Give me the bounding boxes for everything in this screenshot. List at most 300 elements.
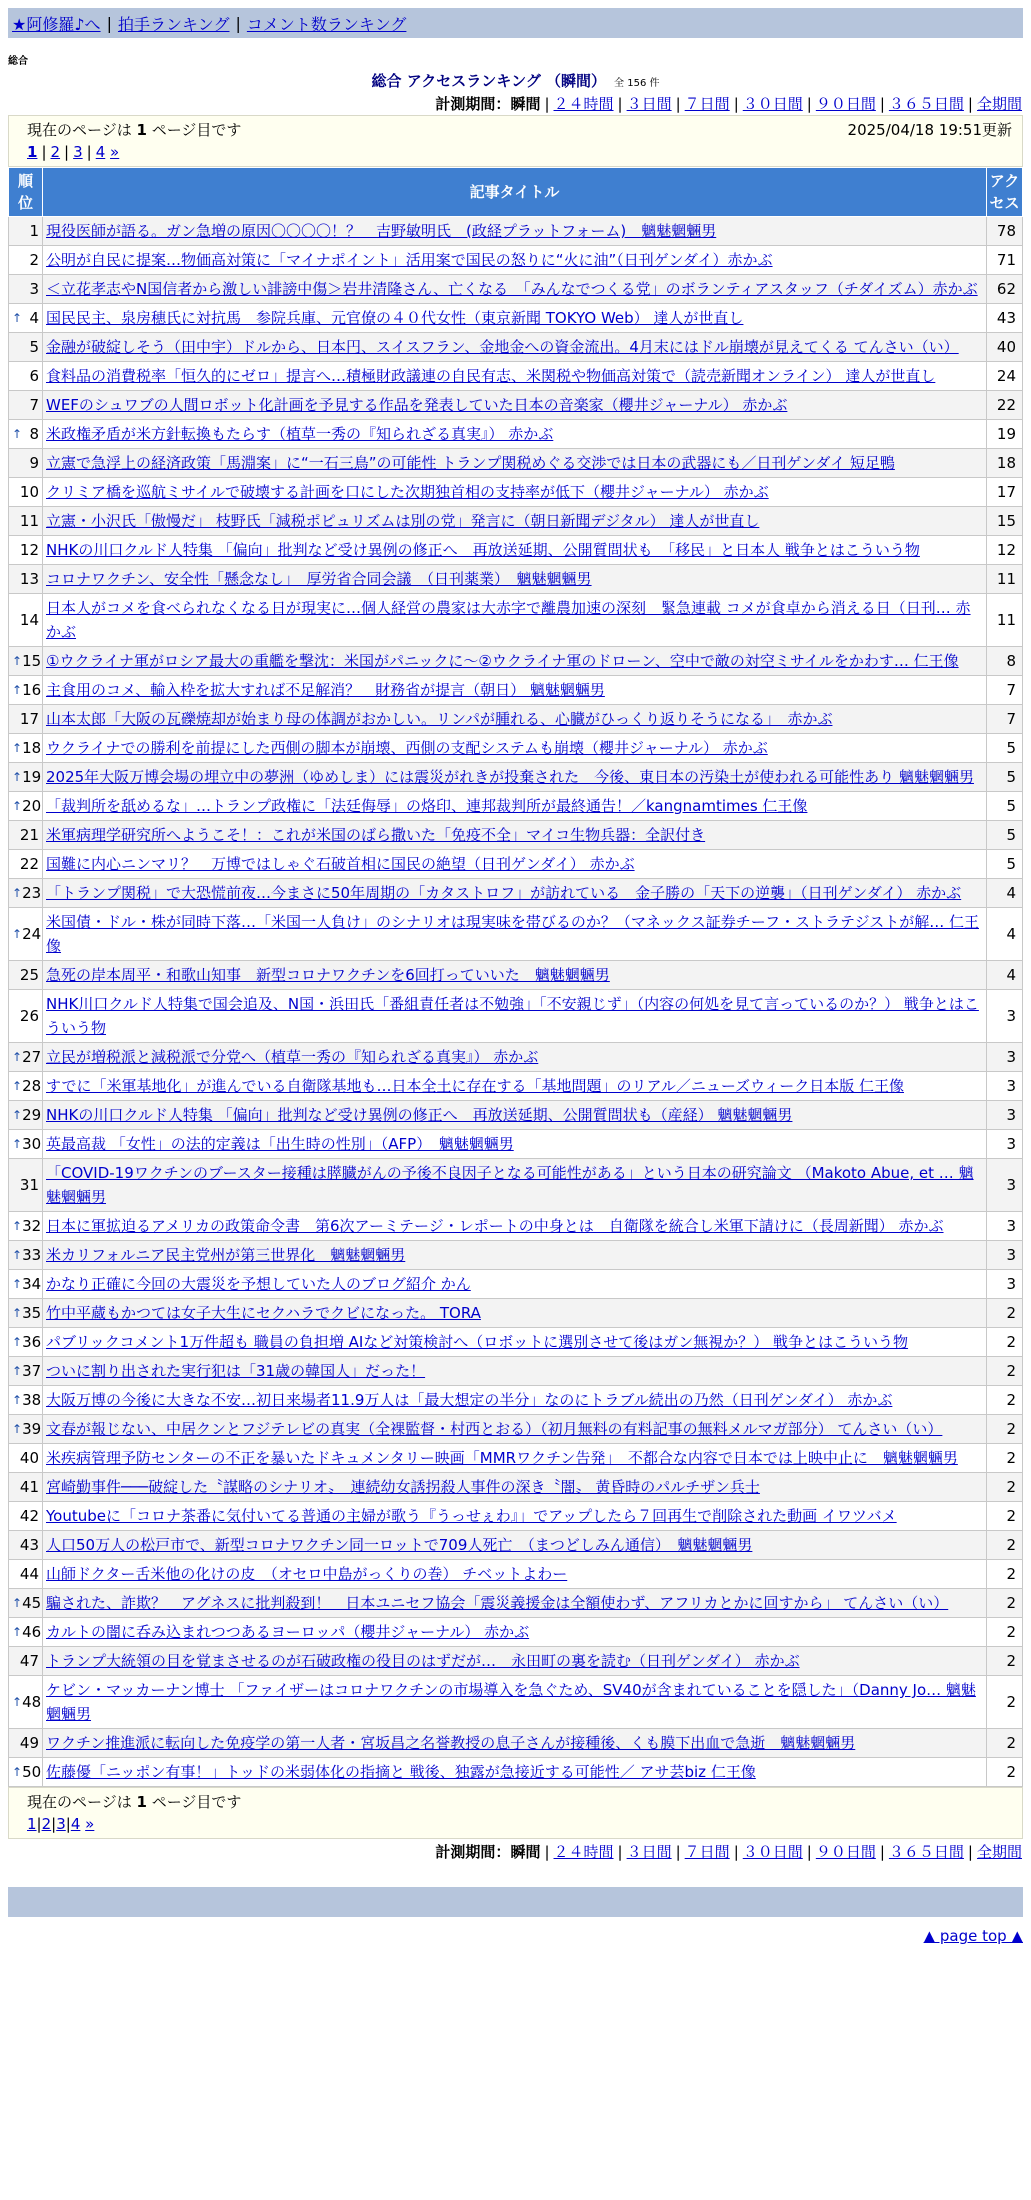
- title-cell: [43, 1502, 987, 1531]
- table-row: [9, 1043, 1023, 1072]
- rank-up-icon: ↑: [12, 886, 23, 900]
- title-cell: [43, 507, 987, 536]
- rank-number: 41: [19, 1478, 39, 1496]
- page-link[interactable]: 1: [27, 143, 38, 161]
- table-row: [9, 1212, 1023, 1241]
- rank-number: 43: [19, 1536, 39, 1554]
- access-count: 17: [987, 478, 1023, 507]
- rank-number: 12: [19, 541, 39, 559]
- access-count: 3: [987, 990, 1023, 1043]
- title-cell: [43, 734, 987, 763]
- article-link[interactable]: 山師ドクター舌米他の化けの皮 （オセロ中島がっくりの巻） チベットよわー: [46, 1565, 568, 1583]
- table-row: [9, 1444, 1023, 1473]
- table-row: [9, 705, 1023, 734]
- article-link[interactable]: トランプ大統領の目を覚まさせるのが石破政権の役目のはずだが… 永田町の裏を読む（日刊ゲンダイ） 赤かぶ: [46, 1652, 800, 1670]
- rank-up-icon: ↑: [12, 1108, 23, 1122]
- period-current: 瞬間: [510, 95, 541, 113]
- title-cell: [43, 1101, 987, 1130]
- rank-number: 24: [22, 925, 42, 943]
- rank-cell: [9, 1589, 43, 1618]
- table-row: [9, 420, 1023, 449]
- article-link[interactable]: ワクチン推進派に転向した免疫学の第一人者・宮坂昌之名誉教授の息子さんが接種後、くも膜下出血で急逝 魑魅魍魎男: [46, 1734, 856, 1752]
- rank-number: 25: [19, 966, 39, 984]
- total-count: 全 156 件: [614, 78, 660, 89]
- table-row: [9, 908, 1023, 961]
- title-cell: [43, 1212, 987, 1241]
- article-link[interactable]: ついに割り出された実行犯は「31歳の韓国人」だった！: [46, 1362, 426, 1380]
- table-row: [9, 333, 1023, 362]
- page-link[interactable]: 3: [73, 143, 83, 161]
- period-separator: |: [879, 1843, 885, 1861]
- access-count: 78: [987, 217, 1023, 246]
- rank-cell: [9, 1043, 43, 1072]
- period-selector-top: [0, 93, 1022, 115]
- rank-number: 20: [22, 797, 42, 815]
- article-link[interactable]: ＜立花孝志やN国信者から激しい誹謗中傷＞岩井清隆さん、亡くなる 「みんなでつくる党」のボランティアスタッフ（チダイズム）赤かぶ: [46, 280, 978, 298]
- article-link[interactable]: 佐藤優「ニッポン有事！」トッドの米弱体化の指摘と 戦後、独露が急接近する可能性／ アサ芸biz 仁王像: [46, 1763, 756, 1781]
- rank-cell: [9, 1328, 43, 1357]
- access-count: 15: [987, 507, 1023, 536]
- rank-up-icon: ↑: [12, 741, 23, 755]
- title-cell: [43, 565, 987, 594]
- article-link[interactable]: パブリックコメント1万件超も 職員の負担増 AIなど対策検討へ（ロボットに選別させて後はガン無視か？） 戦争とはこういう物: [46, 1333, 909, 1351]
- article-link[interactable]: NHKの川口クルド人特集 「偏向」批判など受け異例の修正へ 再放送延期、公開質問状も（産経） 魑魅魍魎男: [46, 1106, 793, 1124]
- access-count: 43: [987, 304, 1023, 333]
- page-link[interactable]: »: [110, 143, 120, 161]
- rank-up-icon: ↑: [12, 1219, 23, 1233]
- access-count: 12: [987, 536, 1023, 565]
- rank-cell: [9, 246, 43, 275]
- rank-cell: [9, 1473, 43, 1502]
- rank-cell: [9, 1444, 43, 1473]
- rank-number: 29: [22, 1106, 42, 1124]
- rank-cell: [9, 1502, 43, 1531]
- period-link[interactable]: ３０日間: [742, 1843, 803, 1861]
- article-link[interactable]: クリミア橋を巡航ミサイルで破壊する計画を口にした次期独首相の支持率が低下（櫻井ジャーナル） 赤かぶ: [46, 483, 769, 501]
- period-link[interactable]: ２４時間: [553, 1843, 614, 1861]
- title-cell: [43, 362, 987, 391]
- period-link[interactable]: ９０日間: [815, 1843, 876, 1861]
- rank-cell: [9, 1676, 43, 1729]
- article-link[interactable]: 食料品の消費税率「恒久的にゼロ」提言へ…積極財政議連の自民有志、米関税や物価高対策で（読売新聞オンライン） 達人が世直し: [46, 367, 936, 385]
- rank-number: 42: [19, 1507, 39, 1525]
- rank-number: 5: [29, 338, 39, 356]
- period-separator: |: [733, 95, 739, 113]
- article-link[interactable]: 立憲で急浮上の経済政策「馬淵案」に“一石三鳥”の可能性 トランプ関税めぐる交渉では日本の武器にも／日刊ゲンダイ 短足鴨: [46, 454, 895, 472]
- rank-up-icon: ↑: [12, 799, 23, 813]
- article-link[interactable]: すでに「米軍基地化」が進んでいる自衛隊基地も…日本全土に存在する「基地問題」のリアル／ニューズウィーク日本版 仁王像: [46, 1077, 904, 1095]
- rank-cell: [9, 821, 43, 850]
- page-link[interactable]: 1: [27, 1815, 37, 1833]
- period-link[interactable]: ２４時間: [553, 95, 614, 113]
- access-count: 2: [987, 1386, 1023, 1415]
- access-count: 62: [987, 275, 1023, 304]
- title-cell: [43, 1328, 987, 1357]
- rank-number: 36: [22, 1333, 42, 1351]
- page-link[interactable]: 4: [95, 143, 106, 161]
- access-count: 2: [987, 1729, 1023, 1758]
- article-link[interactable]: ケビン・マッカーナン博士 「ファイザーはコロナワクチンの市場導入を急ぐため、SV40が含まれていることを隠した」（Danny Jo… 魑魅魍魎男: [46, 1681, 976, 1723]
- rank-up-icon: ↑: [12, 1393, 23, 1407]
- period-selector-bottom: [0, 1841, 1022, 1863]
- title-cell: [43, 908, 987, 961]
- pager-top: [8, 115, 1023, 167]
- article-link[interactable]: ウクライナでの勝利を前提にした西側の脚本が崩壊、西側の支配システムも崩壊（櫻井ジャーナル） 赤かぶ: [46, 739, 768, 757]
- current-page-text: 現在のページは 1 ページ目です: [27, 1793, 242, 1811]
- access-count: 5: [987, 850, 1023, 879]
- rank-up-icon: ↑: [12, 1364, 23, 1378]
- article-link[interactable]: コロナワクチン、安全性「懸念なし」 厚労省合同会議 （日刊薬業） 魑魅魍魎男: [46, 570, 592, 588]
- rank-cell: [9, 565, 43, 594]
- rank-number: 16: [22, 681, 42, 699]
- article-link[interactable]: 米疾病管理予防センターの不正を暴いたドキュメンタリー映画「MMRワクチン告発」 不都合な内容で日本では上映中止に 魑魅魍魎男: [46, 1449, 958, 1467]
- access-count: 2: [987, 1444, 1023, 1473]
- rank-number: 19: [22, 768, 42, 786]
- title-cell: [43, 1729, 987, 1758]
- table-row: [9, 217, 1023, 246]
- access-count: 4: [987, 908, 1023, 961]
- rank-number: 47: [19, 1652, 39, 1670]
- table-row: [9, 246, 1023, 275]
- rank-cell: [9, 1072, 43, 1101]
- article-link[interactable]: 公明が自民に提案…物価高対策に「マイナポイント」活用案で国民の怒りに“火に油”（日刊ゲンダイ）赤かぶ: [46, 251, 773, 269]
- rank-number: 4: [29, 309, 39, 327]
- home-link[interactable]: ★阿修羅♪へ: [12, 14, 101, 34]
- article-link[interactable]: 急死の岸本周平・和歌山知事 新型コロナワクチンを6回打っていいた 魑魅魍魎男: [46, 966, 610, 984]
- article-link[interactable]: NHKの川口クルド人特集 「偏向」批判など受け異例の修正へ 再放送延期、公開質問状も 「移民」と日本人 戦争とはこういう物: [46, 541, 920, 559]
- rank-cell: [9, 990, 43, 1043]
- period-link[interactable]: ３６５日間: [888, 95, 964, 113]
- table-row: [9, 1473, 1023, 1502]
- rank-number: 3: [29, 280, 39, 298]
- table-row: [9, 1299, 1023, 1328]
- rank-cell: [9, 420, 43, 449]
- period-link[interactable]: ７日間: [684, 95, 730, 113]
- rank-up-icon: ↑: [12, 1137, 23, 1151]
- access-count: 2: [987, 1758, 1023, 1787]
- rank-cell: [9, 217, 43, 246]
- period-link[interactable]: ３０日間: [742, 95, 803, 113]
- rank-number: 10: [19, 483, 39, 501]
- table-row: [9, 275, 1023, 304]
- title-cell: [43, 1130, 987, 1159]
- access-count: 3: [987, 1043, 1023, 1072]
- rank-number: 22: [19, 855, 39, 873]
- access-count: 2: [987, 1357, 1023, 1386]
- access-count: 2: [987, 1502, 1023, 1531]
- title-cell: [43, 246, 987, 275]
- rank-cell: [9, 1618, 43, 1647]
- article-link[interactable]: 大阪万博の今後に大きな不安…初日来場者11.9万人は「最大想定の半分」なのにトラブル続出の乃然（日刊ゲンダイ） 赤かぶ: [46, 1391, 893, 1409]
- access-count: 11: [987, 565, 1023, 594]
- access-count: 2: [987, 1299, 1023, 1328]
- period-link[interactable]: ３６５日間: [888, 1843, 964, 1861]
- rank-cell: [9, 1212, 43, 1241]
- title-cell: [43, 478, 987, 507]
- title-cell: [43, 1676, 987, 1729]
- updated-timestamp: 2025/04/18 19:51更新: [847, 121, 1012, 139]
- rank-cell: [9, 1357, 43, 1386]
- period-separator: |: [806, 95, 812, 113]
- article-link[interactable]: かなり正確に今回の大震災を予想していた人のブログ紹介 かん: [46, 1275, 471, 1293]
- article-link[interactable]: 国民民主、泉房穂氏に対抗馬 参院兵庫、元官僚の４０代女性（東京新聞 TOKYO Web） 達人が世直し: [46, 309, 744, 327]
- access-count: 4: [987, 879, 1023, 908]
- period-link[interactable]: 全期間: [976, 95, 1022, 113]
- access-count: 3: [987, 1101, 1023, 1130]
- page-separator: |: [64, 143, 70, 161]
- rank-number: 38: [22, 1391, 42, 1409]
- article-link[interactable]: 英最高裁 「女性」の法的定義は「出生時の性別」（AFP） 魑魅魍魎男: [46, 1135, 514, 1153]
- title-cell: [43, 879, 987, 908]
- title-cell: [43, 333, 987, 362]
- rank-cell: [9, 1159, 43, 1212]
- table-header-row: [9, 168, 1023, 217]
- rank-cell: [9, 1386, 43, 1415]
- period-separator: |: [675, 1843, 681, 1861]
- access-count: 11: [987, 594, 1023, 647]
- page-link[interactable]: 4: [70, 1815, 81, 1833]
- table-row: [9, 565, 1023, 594]
- title-cell: [43, 1444, 987, 1473]
- article-link[interactable]: 人口50万人の松戸市で、新型コロナワクチン同一ロットで709人死亡 （まつどしみん通信） 魑魅魍魎男: [46, 1536, 753, 1554]
- period-separator: |: [544, 1843, 550, 1861]
- table-row: [9, 1101, 1023, 1130]
- title-cell: [43, 1647, 987, 1676]
- article-link[interactable]: 米軍病理学研究所へようこそ！：これが米国のばら撒いた「免疫不全」マイコ生物兵器：全訳付き: [46, 826, 706, 844]
- page-link[interactable]: 2: [50, 143, 61, 161]
- rank-cell: [9, 362, 43, 391]
- title-cell: [43, 536, 987, 565]
- period-link[interactable]: ７日間: [684, 1843, 730, 1861]
- page-link[interactable]: 3: [56, 1815, 66, 1833]
- title-cell: [43, 304, 987, 333]
- rank-cell: [9, 391, 43, 420]
- table-row: [9, 1386, 1023, 1415]
- rank-up-icon: ↑: [12, 683, 23, 697]
- article-link[interactable]: 米カリフォルニア民主党州が第三世界化 魑魅魍魎男: [46, 1246, 406, 1264]
- rank-number: 1: [29, 222, 39, 240]
- rank-cell: [9, 594, 43, 647]
- period-link[interactable]: 全期間: [976, 1843, 1022, 1861]
- table-row: [9, 304, 1023, 333]
- article-link[interactable]: 米国債・ドル・株が同時下落…「米国一人負け」のシナリオは現実味を帯びるのか？（マネックス証券チーフ・ストラテジストが解… 仁王像: [46, 913, 979, 955]
- table-row: [9, 1758, 1023, 1787]
- rank-cell: [9, 705, 43, 734]
- access-count: 7: [987, 705, 1023, 734]
- rank-number: 40: [19, 1449, 39, 1467]
- rank-cell: [9, 1299, 43, 1328]
- rank-number: 31: [19, 1176, 39, 1194]
- rank-cell: [9, 275, 43, 304]
- article-link[interactable]: 2025年大阪万博会場の埋立中の夢洲（ゆめしま）には震災がれきが投棄された 今後、東日本の汚染土が使われる可能性あり 魑魅魍魎男: [46, 768, 974, 786]
- rank-up-icon: ↑: [12, 1422, 23, 1436]
- article-link[interactable]: ①ウクライナ軍がロシア最大の重艦を撃沈：米国がパニックに～②ウクライナ軍のドローン、空中で敵の対空ミサイルをかわす… 仁王像: [46, 652, 959, 670]
- article-link[interactable]: 主食用のコメ、輸入枠を拡大すれば不足解消？ 財務省が提言（朝日） 魑魅魍魎男: [46, 681, 605, 699]
- access-count: 5: [987, 792, 1023, 821]
- ranking-table: [8, 167, 1023, 1787]
- article-link[interactable]: 「裁判所を舐めるな」…トランプ政権に「法廷侮辱」の烙印、連邦裁判所が最終通告！／kangnamtimes 仁王像: [46, 797, 808, 815]
- article-link[interactable]: 日本人がコメを食べられなくなる日が現実に…個人経営の農家は大赤字で離農加速の深刻 緊急連載 コメが食卓から消える日（日刊… 赤かぶ: [46, 599, 971, 641]
- access-count: 18: [987, 449, 1023, 478]
- rank-up-icon: ↑: [12, 1765, 23, 1779]
- article-link[interactable]: カルトの闇に呑み込まれつつあるヨーロッパ（櫻井ジャーナル） 赤かぶ: [46, 1623, 530, 1641]
- rank-cell: [9, 792, 43, 821]
- title-cell: [43, 420, 987, 449]
- table-row: [9, 1729, 1023, 1758]
- rank-number: 32: [22, 1217, 42, 1235]
- rank-cell: [9, 961, 43, 990]
- article-link[interactable]: 宮崎勤事件───破綻した〝謀略のシナリオ〟 連続幼女誘拐殺人事件の深き〝闇〟 黄昏時のパルチザン兵士: [46, 1478, 760, 1496]
- title-cell: [43, 275, 987, 304]
- top-nav-bar: [8, 8, 1023, 38]
- comment-ranking-link[interactable]: コメント数ランキング: [246, 14, 407, 34]
- period-separator: |: [617, 1843, 623, 1861]
- article-link[interactable]: 山本太郎「大阪の瓦礫焼却が始まり母の体調がおかしい。リンパが腫れる、心臓がひっくり返りそうになる」 赤かぶ: [46, 710, 833, 728]
- title-cell: [43, 792, 987, 821]
- period-link[interactable]: ３日間: [626, 95, 672, 113]
- article-link[interactable]: 米政権矛盾が米方針転換もたらす（植草一秀の『知られざる真実』） 赤かぶ: [46, 425, 554, 443]
- footer-bar: [8, 1887, 1023, 1917]
- rank-cell: [9, 1241, 43, 1270]
- page-link[interactable]: 2: [41, 1815, 52, 1833]
- title-cell: [43, 1473, 987, 1502]
- title-cell: [43, 850, 987, 879]
- access-count: 5: [987, 734, 1023, 763]
- access-count: 71: [987, 246, 1023, 275]
- rank-number: 8: [29, 425, 39, 443]
- rank-up-icon: ↑: [12, 1335, 23, 1349]
- table-row: [9, 1647, 1023, 1676]
- rank-number: 17: [19, 710, 39, 728]
- table-row: [9, 1502, 1023, 1531]
- page-link[interactable]: »: [85, 1815, 95, 1833]
- article-link[interactable]: 騙された、詐欺？ アグネスに批判殺到！ 日本ユニセフ協会「震災義援金は全額使わず、アフリカとかに回すから」 てんさい（い）: [46, 1594, 949, 1612]
- page-separator: |: [36, 1815, 42, 1833]
- table-row: [9, 1270, 1023, 1299]
- rank-cell: [9, 304, 43, 333]
- rank-cell: [9, 333, 43, 362]
- table-row: [9, 507, 1023, 536]
- page-top-link[interactable]: ▲ page top ▲: [923, 1927, 1023, 1945]
- access-count: 2: [987, 1473, 1023, 1502]
- title-cell: [43, 1357, 987, 1386]
- table-row: [9, 1072, 1023, 1101]
- rank-number: 15: [22, 652, 42, 670]
- table-row: [9, 990, 1023, 1043]
- title-cell: [43, 594, 987, 647]
- rank-number: 13: [19, 570, 39, 588]
- title-cell: [43, 821, 987, 850]
- rank-number: 37: [22, 1362, 42, 1380]
- article-link[interactable]: 「COVID-19ワクチンのブースター接種は膵臓がんの予後不良因子となる可能性がある」という日本の研究論文 （Makoto Abue, et … 魑魅魍魎男: [46, 1164, 974, 1206]
- article-link[interactable]: 立憲・小沢氏「傲慢だ」 枝野氏「減税ポピュリズムは別の党」発言に（朝日新聞デジタル） 達人が世直し: [46, 512, 760, 530]
- pager-bottom: [8, 1787, 1023, 1839]
- article-link[interactable]: 国難に内心ニンマリ？ 万博ではしゃぐ石破首相に国民の絶望（日刊ゲンダイ） 赤かぶ: [46, 855, 635, 873]
- rank-cell: [9, 734, 43, 763]
- access-count: 2: [987, 1589, 1023, 1618]
- rank-number: 48: [22, 1693, 42, 1711]
- table-row: [9, 594, 1023, 647]
- period-link[interactable]: ３日間: [626, 1843, 672, 1861]
- period-separator: |: [967, 1843, 973, 1861]
- article-link[interactable]: WEFのシュワブの人間ロボット化計画を予見する作品を発表していた日本の音楽家（櫻井ジャーナル） 赤かぶ: [46, 396, 788, 414]
- table-row: [9, 1159, 1023, 1212]
- title-header: 記事タイトル: [43, 168, 987, 217]
- rank-up-icon: ↑: [12, 1277, 23, 1291]
- title-cell: [43, 1043, 987, 1072]
- access-count: 8: [987, 647, 1023, 676]
- table-row: [9, 1560, 1023, 1589]
- rank-number: 21: [19, 826, 39, 844]
- rank-up-icon: ↑: [12, 1625, 23, 1639]
- title-cell: [43, 763, 987, 792]
- rank-cell: [9, 850, 43, 879]
- article-link[interactable]: Youtubeに「コロナ茶番に気付いてる普通の主婦が歌う『うっせぇわ』」でアップしたら７回再生で削除された動画 イワツバメ: [46, 1507, 897, 1525]
- rank-number: 45: [22, 1594, 42, 1612]
- period-label: 計測期間：: [435, 95, 511, 113]
- access-count: 40: [987, 333, 1023, 362]
- access-count: 3: [987, 1130, 1023, 1159]
- access-count: 2: [987, 1415, 1023, 1444]
- rank-up-icon: ↑: [12, 1306, 23, 1320]
- table-row: [9, 850, 1023, 879]
- rank-up-icon: ↑: [12, 927, 23, 941]
- title-cell: [43, 705, 987, 734]
- table-row: [9, 1328, 1023, 1357]
- period-link[interactable]: ９０日間: [815, 95, 876, 113]
- title-cell: [43, 676, 987, 705]
- access-count: 3: [987, 1241, 1023, 1270]
- rank-number: 7: [29, 396, 39, 414]
- period-separator: |: [733, 1843, 739, 1861]
- table-row: [9, 676, 1023, 705]
- rank-number: 44: [19, 1565, 39, 1583]
- table-row: [9, 391, 1023, 420]
- title-cell: [43, 1531, 987, 1560]
- article-link[interactable]: 日本に軍拡迫るアメリカの政策命令書 第6次アーミテージ・レポートの中身とは 自衛隊を統合し米軍下請けに（長周新聞） 赤かぶ: [46, 1217, 944, 1235]
- rank-cell: [9, 1758, 43, 1787]
- table-row: [9, 1618, 1023, 1647]
- rank-cell: [9, 676, 43, 705]
- rank-cell: [9, 1130, 43, 1159]
- title-cell: [43, 1415, 987, 1444]
- article-link[interactable]: 立民が増税派と減税派で分党へ（植草一秀の『知られざる真実』） 赤かぶ: [46, 1048, 539, 1066]
- rank-up-icon: ↑: [12, 770, 23, 784]
- ranking-title: 総合 アクセスランキング （瞬間）: [371, 72, 607, 90]
- article-link[interactable]: NHK川口クルド人特集で国会追及、N国・浜田氏「番組責任者は不勉強」「不安親じず」（内容の何処を見て言っているのか？） 戦争とはこういう物: [46, 995, 979, 1037]
- rank-cell: [9, 1415, 43, 1444]
- access-header: アクセス: [987, 168, 1023, 217]
- table-row: [9, 1589, 1023, 1618]
- rank-cell: [9, 1729, 43, 1758]
- rank-cell: [9, 507, 43, 536]
- access-count: 3: [987, 1159, 1023, 1212]
- page-separator: |: [86, 143, 92, 161]
- page-separator: |: [51, 1815, 57, 1833]
- access-count: 7: [987, 676, 1023, 705]
- access-count: 3: [987, 1270, 1023, 1299]
- access-count: 4: [987, 961, 1023, 990]
- article-link[interactable]: 現役医師が語る。ガン急増の原因〇〇〇〇！？ 吉野敏明氏 (政経プラットフォーム) 魑魅魍魎男: [46, 222, 717, 240]
- rank-up-icon: ↑: [12, 1079, 23, 1093]
- article-link[interactable]: 文春が報じない、中居クンとフジテレビの真実（全裸監督・村西とおる）（初月無料の有料記事の無料メルマガ部分） てんさい（い）: [46, 1420, 943, 1438]
- clap-ranking-link[interactable]: 拍手ランキング: [117, 14, 230, 34]
- article-link[interactable]: 「トランプ関税」で大恐慌前夜…今まさに50年周期の「カタストロフ」が訪れている 金子勝の「天下の逆襲」（日刊ゲンダイ） 赤かぶ: [46, 884, 962, 902]
- rank-number: 34: [22, 1275, 42, 1293]
- rank-up-icon: ↑: [12, 1248, 23, 1262]
- article-link[interactable]: 金融が破綻しそう（田中宇）ドルから、日本円、スイスフラン、金地金への資金流出。4月末にはドル崩壊が見えてくる てんさい（い）: [46, 338, 959, 356]
- article-link[interactable]: 竹中平蔵もかつては女子大生にセクハラでクビになった。 TORA: [46, 1304, 481, 1322]
